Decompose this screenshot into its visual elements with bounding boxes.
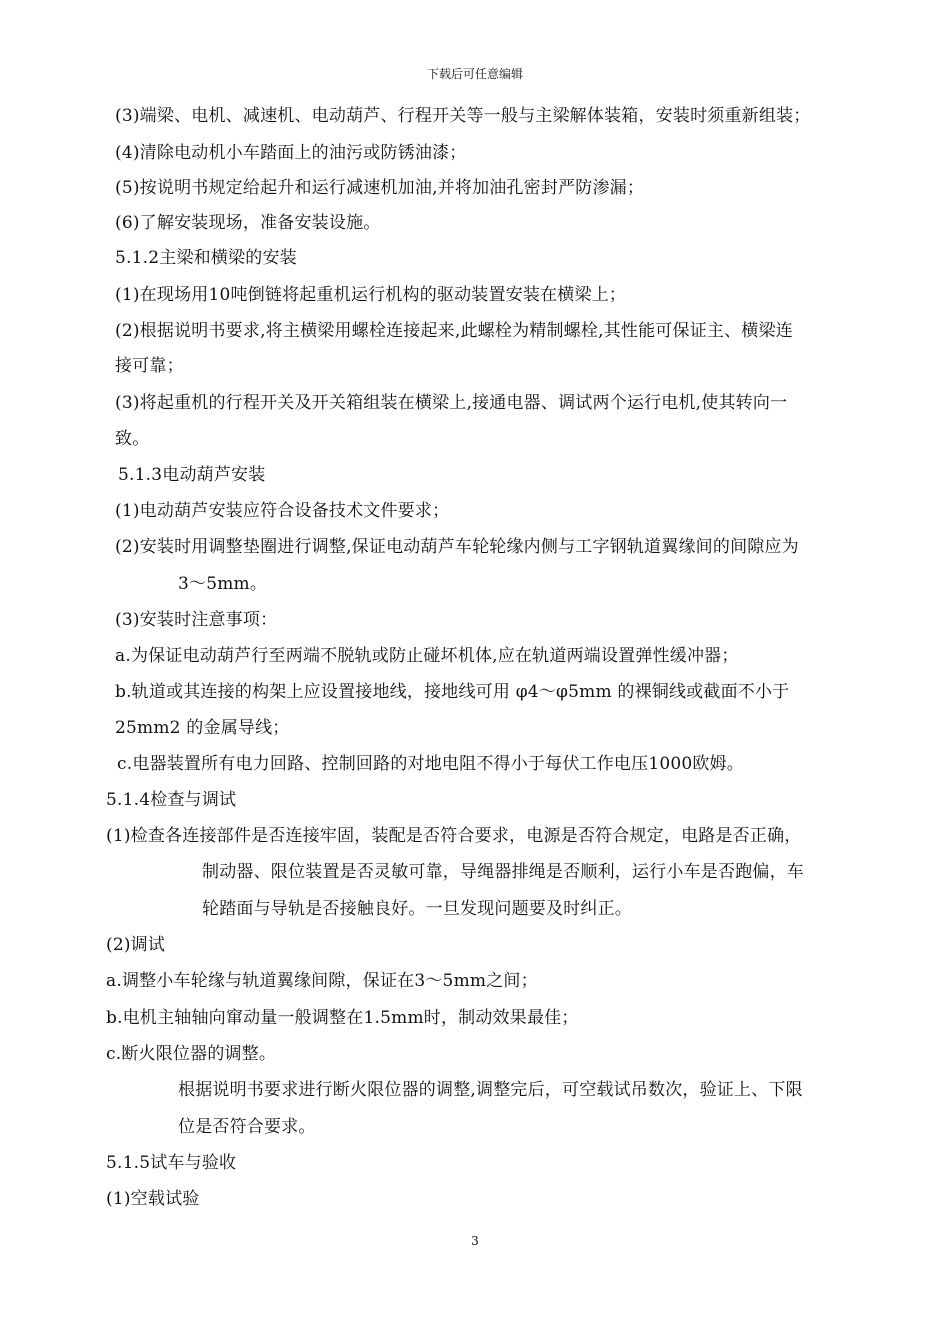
text-line: (2)安装时用调整垫圈进行调整,保证电动葫芦车轮轮缘内侧与工字钢轨道翼缘间的间隙应为 [115,537,799,557]
text-line: (2)根据说明书要求,将主横梁用螺栓连接起来,此螺栓为精制螺栓,其性能可保证主、横梁连 [115,321,793,341]
text-line: 25mm2 的金属导线； [115,718,290,738]
text-line: (1)在现场用10吨倒链将起重机运行机构的驱动装置安装在横梁上； [115,285,627,305]
section-heading: 5.1.3电动葫芦安装 [118,465,266,485]
page-header: 下载后可任意编辑 [426,67,523,81]
text-line: 3～5mm。 [178,574,268,594]
text-line: a.调整小车轮缘与轨道翼缘间隙，保证在3～5mm之间； [106,971,538,991]
text-line: a.为保证电动葫芦行至两端不脱轨或防止碰坏机体,应在轨道两端设置弹性缓冲器； [115,646,739,666]
text-line: (1)检查各连接部件是否连接牢固，装配是否符合要求，电源是否符合规定，电路是否正确， [106,826,802,846]
text-line: (1)电动葫芦安装应符合设备技术文件要求； [115,501,450,521]
text-line: 位是否符合要求。 [178,1117,316,1137]
text-line: (2)调试 [106,935,166,955]
text-line: 致。 [115,429,150,449]
text-line: (6)了解安装现场，准备安装设施。 [115,213,381,233]
section-heading: 5.1.4检查与调试 [106,790,237,810]
text-line: (1)空载试验 [106,1189,200,1209]
text-line: 轮踏面与导轨是否接触良好。一旦发现问题要及时纠正。 [202,899,632,919]
text-line: (5)按说明书规定给起升和运行减速机加油,并将加油孔密封严防渗漏； [115,178,645,198]
text-line: (4)清除电动机小车踏面上的油污或防锈油漆； [115,143,467,163]
text-line: (3)将起重机的行程开关及开关箱组装在横梁上,接通电器、调试两个运行电机,使其转向一 [115,393,788,413]
section-heading: 5.1.2主梁和横梁的安装 [115,248,297,268]
text-line: 制动器、限位装置是否灵敏可靠，导绳器排绳是否顺利，运行小车是否跑偏，车 [202,862,804,882]
text-line: 接可靠； [115,356,184,376]
text-line: c.断火限位器的调整。 [106,1044,277,1064]
text-line: c.电器装置所有电力回路、控制回路的对地电阻不得小于每伏工作电压1000欧姆。 [117,754,744,774]
text-line: 根据说明书要求进行断火限位器的调整,调整完后，可空载试吊数次，验证上、下限 [178,1080,803,1100]
text-line: b.电机主轴轴向窜动量一般调整在1.5mm时，制动效果最佳； [106,1008,579,1028]
text-line: b.轨道或其连接的构架上应设置接地线，接地线可用 φ4～φ5mm 的裸铜线或截面不小于 [115,682,790,702]
page-number: 3 [471,1234,479,1248]
section-heading: 5.1.5试车与验收 [106,1153,237,1173]
text-line: (3)安装时注意事项： [115,610,278,630]
text-line: (3)端梁、电机、减速机、电动葫芦、行程开关等一般与主梁解体装箱，安装时须重新组装； [115,106,811,126]
